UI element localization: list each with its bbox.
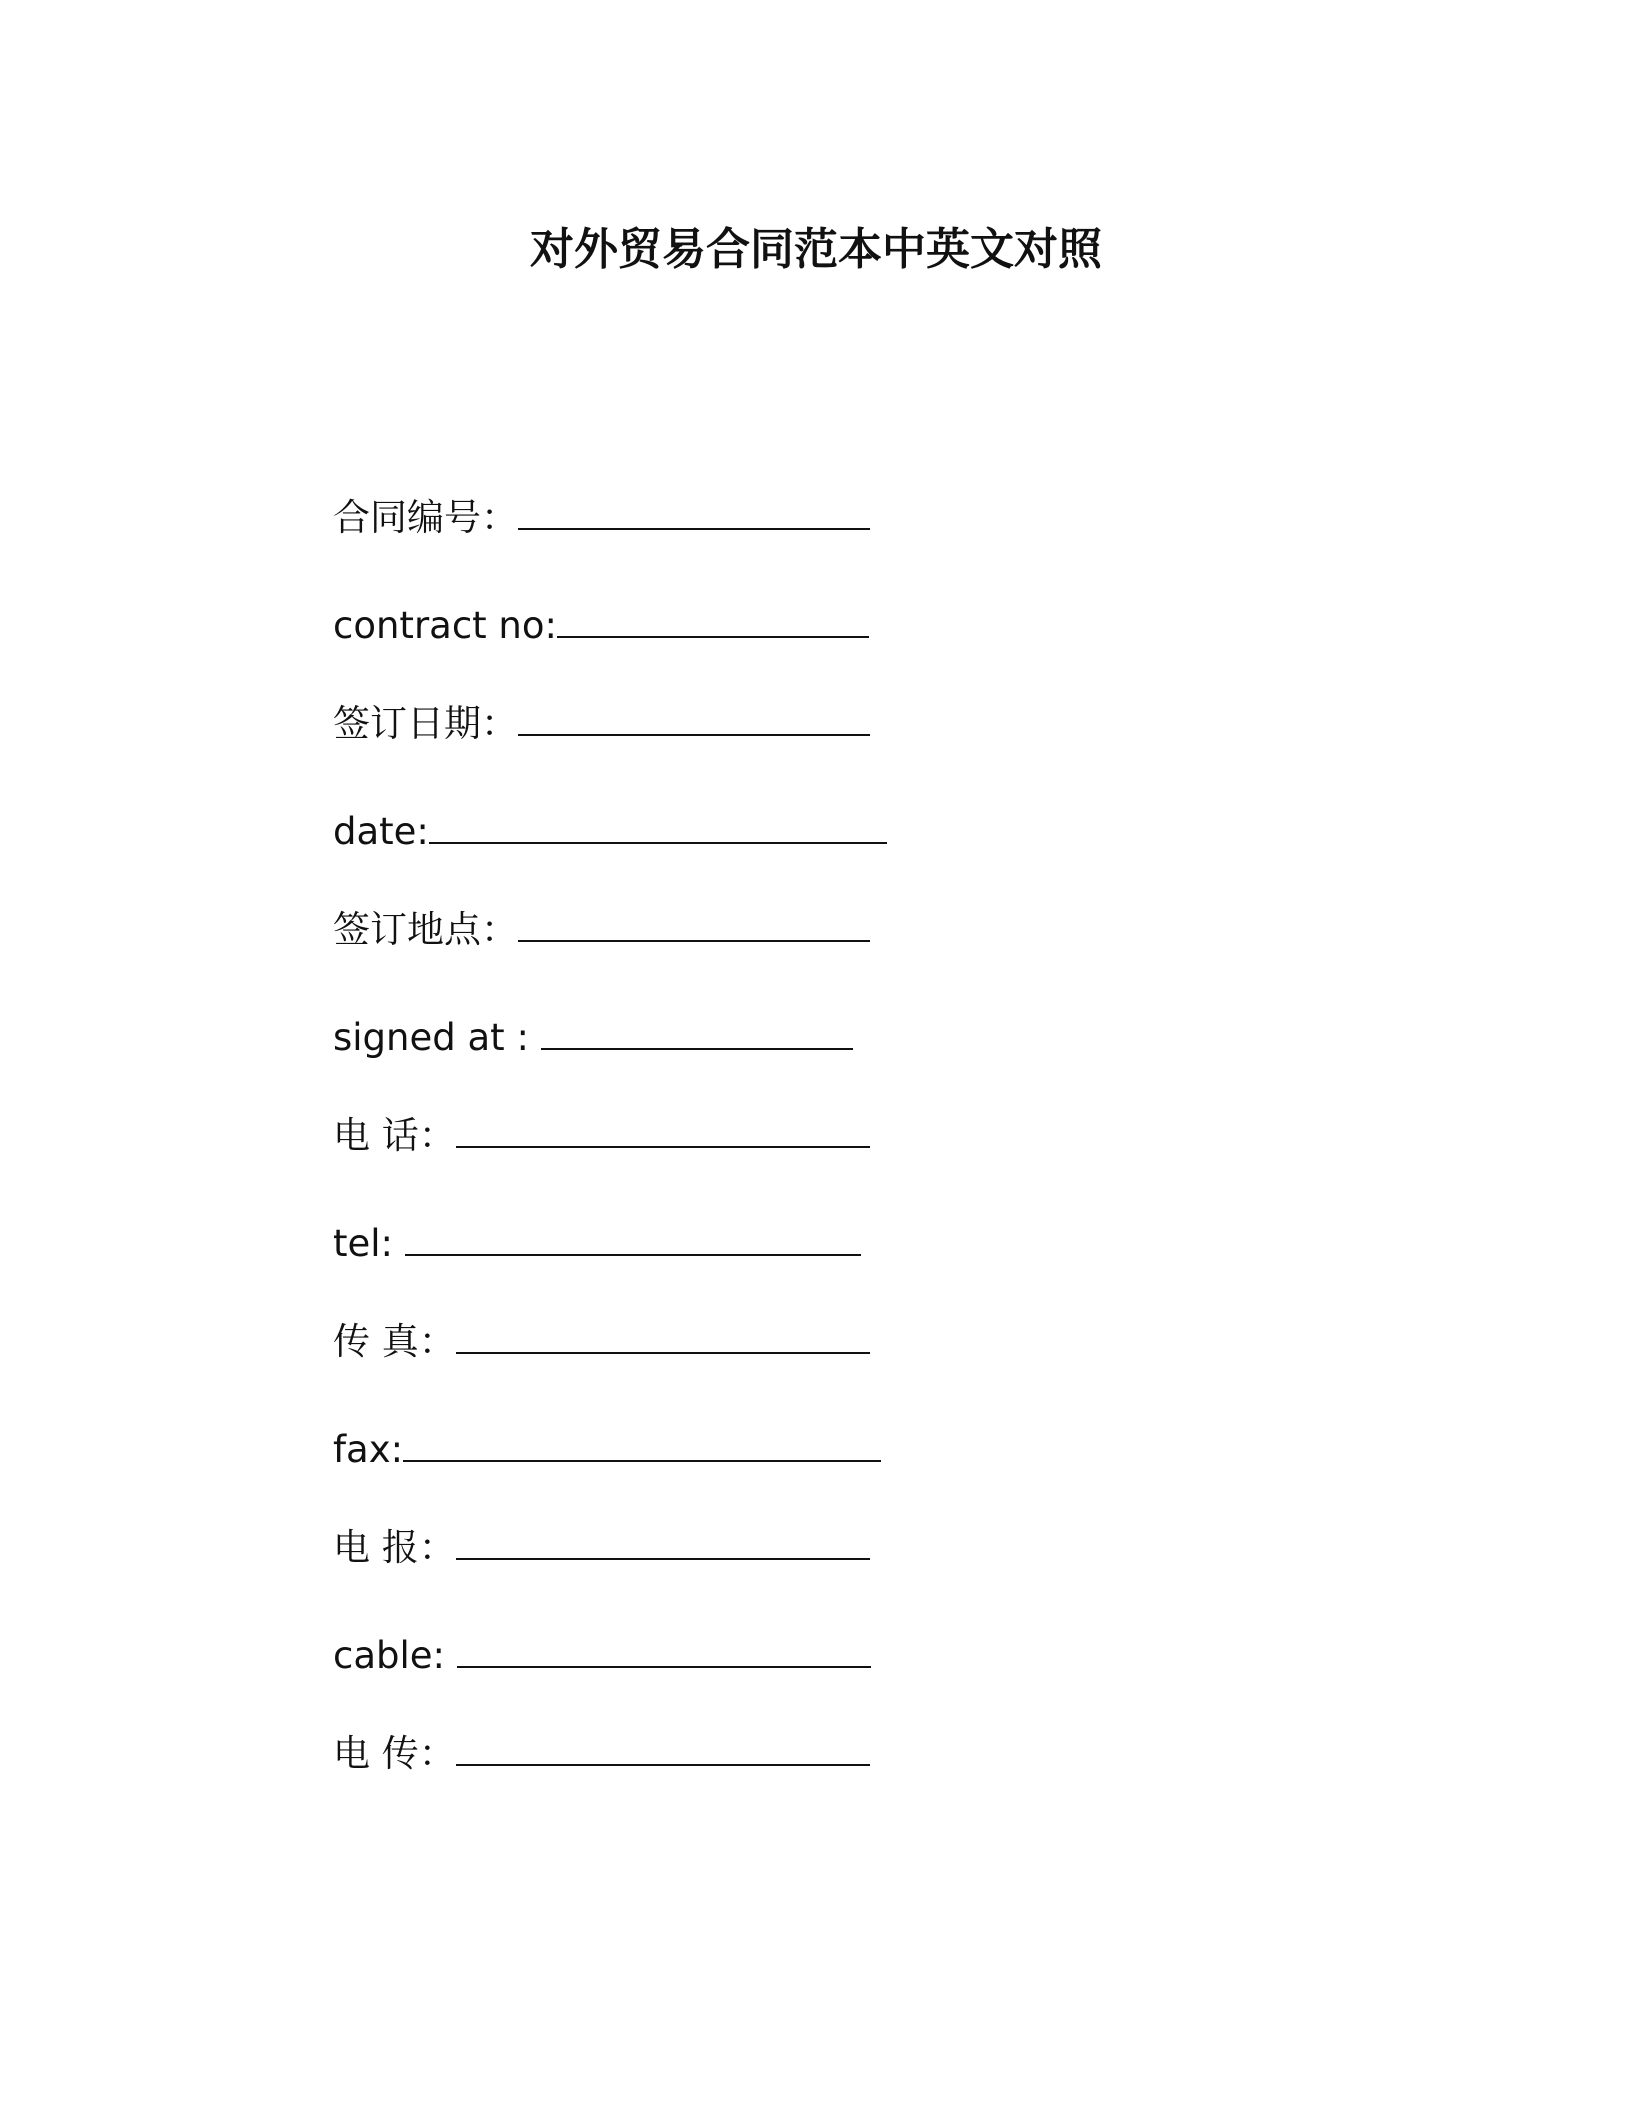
field-label: 电 传： bbox=[333, 1732, 456, 1775]
field-label: 合同编号： bbox=[333, 496, 518, 539]
signing-date-cn-field bbox=[333, 700, 870, 748]
field-label: 签订地点： bbox=[333, 908, 518, 951]
signing-place-en-field bbox=[333, 1014, 853, 1062]
telephone-cn-blank[interactable] bbox=[456, 1112, 870, 1148]
document-title: 对外贸易合同范本中英文对照 bbox=[530, 224, 1102, 275]
signing-date-en-blank[interactable] bbox=[429, 808, 887, 844]
field-label: 电 报： bbox=[333, 1526, 456, 1569]
telex-cn-blank[interactable] bbox=[456, 1730, 870, 1766]
cable-en-field bbox=[333, 1632, 871, 1680]
fax-cn-blank[interactable] bbox=[456, 1318, 870, 1354]
field-label: cable: bbox=[333, 1634, 457, 1677]
telephone-en-field bbox=[333, 1220, 861, 1268]
signing-place-cn-field bbox=[333, 906, 870, 954]
fax-en-blank[interactable] bbox=[403, 1426, 881, 1462]
telex-cn-field bbox=[333, 1730, 870, 1778]
signing-place-en-blank[interactable] bbox=[541, 1014, 853, 1050]
field-label: 传 真： bbox=[333, 1320, 456, 1363]
field-label: tel: bbox=[333, 1222, 405, 1265]
fax-en-field bbox=[333, 1426, 881, 1474]
field-label: 电 话： bbox=[333, 1114, 456, 1157]
field-label: date: bbox=[333, 810, 429, 853]
contract-number-en-blank[interactable] bbox=[557, 602, 869, 638]
fax-cn-field bbox=[333, 1318, 870, 1366]
field-label: fax: bbox=[333, 1428, 404, 1471]
contract-number-cn-blank[interactable] bbox=[518, 494, 870, 530]
field-label: signed at : bbox=[333, 1016, 541, 1059]
field-label: 签订日期： bbox=[333, 702, 518, 745]
telephone-cn-field bbox=[333, 1112, 870, 1160]
contract-number-en-field bbox=[333, 602, 869, 650]
contract-number-cn-field bbox=[333, 494, 870, 542]
telephone-en-blank[interactable] bbox=[405, 1220, 861, 1256]
signing-date-cn-blank[interactable] bbox=[518, 700, 870, 736]
signing-date-en-field bbox=[333, 808, 887, 856]
telegram-cn-field bbox=[333, 1524, 870, 1572]
telegram-cn-blank[interactable] bbox=[456, 1524, 870, 1560]
cable-en-blank[interactable] bbox=[457, 1632, 871, 1668]
field-label: contract no: bbox=[333, 604, 557, 647]
signing-place-cn-blank[interactable] bbox=[518, 906, 870, 942]
